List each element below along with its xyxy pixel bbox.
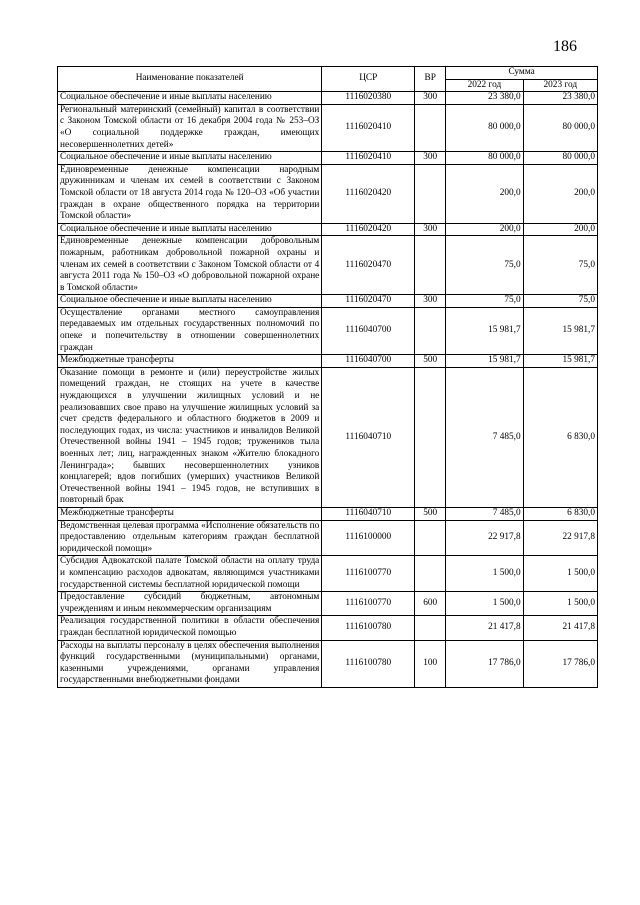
row-sum-2022: 17 786,0 [446,640,523,687]
table-row [58,355,598,368]
row-sum-2023: 15 981,7 [523,355,597,368]
row-csr: 1116020470 [322,295,415,308]
row-name: Межбюджетные трансферты [58,355,322,368]
row-sum-2023: 6 830,0 [523,507,597,520]
row-sum-2023: 15 981,7 [523,307,597,354]
row-sum-2023: 75,0 [523,295,597,308]
table-row [58,556,598,592]
row-name: Межбюджетные трансферты [58,507,322,520]
row-sum-2022: 80 000,0 [446,104,523,151]
header-sum: Сумма [446,67,598,80]
row-vr [415,367,446,507]
row-sum-2023: 200,0 [523,223,597,236]
row-sum-2023: 80 000,0 [523,104,597,151]
row-sum-2022: 21 417,8 [446,616,523,640]
table-row [58,152,598,165]
header-year-2022: 2022 год [446,79,523,92]
table-row [58,104,598,151]
row-csr: 1116020420 [322,164,415,223]
row-name: Единовременные денежные компенсации добровольным пожарным, работникам добровольной пожарной охраны и членам их семей в соответствии с Законом Томской области от 4 августа 2011 года № 150–ОЗ «О добровольной пожарной охране в Томской области» [58,236,322,295]
row-csr: 1116020410 [322,104,415,151]
header-vr: ВР [415,67,446,92]
row-csr: 1116020470 [322,236,415,295]
table-row [58,307,598,354]
table-row [58,164,598,223]
table-row [58,236,598,295]
row-name: Социальное обеспечение и иные выплаты населению [58,223,322,236]
row-sum-2023: 6 830,0 [523,367,597,507]
header-name: Наименование показателей [58,67,322,92]
row-csr: 1116040710 [322,367,415,507]
row-vr [415,556,446,592]
row-name: Социальное обеспечение и иные выплаты населению [58,152,322,165]
table-row [58,507,598,520]
row-name: Единовременные денежные компенсации народным дружинникам и членам их семей в соответствии с Законом Томской области от 18 августа 2014 года № 120–ОЗ «Об участии граждан в охране общественного порядка на территории Томской области» [58,164,322,223]
row-csr: 1116100000 [322,520,415,556]
row-csr: 1116100780 [322,616,415,640]
row-csr: 1116100770 [322,592,415,616]
budget-table [57,66,598,688]
row-name: Региональный материнский (семейный) капитал в соответствии с Законом Томской области от 16 декабря 2004 года № 253–ОЗ «О социальной поддержке граждан, имеющих несовершеннолетних детей» [58,104,322,151]
row-csr: 1116020380 [322,92,415,105]
row-sum-2022: 23 380,0 [446,92,523,105]
row-csr: 1116020410 [322,152,415,165]
row-csr: 1116020420 [322,223,415,236]
row-sum-2023: 21 417,8 [523,616,597,640]
row-vr: 300 [415,152,446,165]
row-sum-2022: 7 485,0 [446,507,523,520]
page-number: 186 [553,38,577,55]
row-csr: 1116100770 [322,556,415,592]
row-sum-2023: 80 000,0 [523,152,597,165]
row-vr: 600 [415,592,446,616]
row-sum-2022: 7 485,0 [446,367,523,507]
row-sum-2022: 15 981,7 [446,307,523,354]
row-sum-2022: 200,0 [446,223,523,236]
row-name: Реализация государственной политики в области обеспечения граждан бесплатной юридической помощью [58,616,322,640]
header-year-2023: 2023 год [523,79,597,92]
table-row [58,223,598,236]
row-vr [415,520,446,556]
header-row [58,67,598,80]
row-name: Социальное обеспечение и иные выплаты населению [58,295,322,308]
row-name: Расходы на выплаты персоналу в целях обеспечения выполнения функций государственными (муниципальными) органами, казенными учреждениями, органами управления государственными внебюджетными фондами [58,640,322,687]
row-sum-2023: 75,0 [523,236,597,295]
row-sum-2023: 17 786,0 [523,640,597,687]
table-row [58,367,598,507]
row-vr [415,164,446,223]
table-row [58,92,598,105]
row-name: Субсидия Адвокатской палате Томской области на оплату труда и компенсацию расходов адвокатам, являющимся участниками государственной системы бесплатной юридической помощи [58,556,322,592]
row-csr: 1116100780 [322,640,415,687]
row-vr: 300 [415,295,446,308]
row-csr: 1116040700 [322,307,415,354]
row-vr: 300 [415,223,446,236]
row-csr: 1116040710 [322,507,415,520]
table-row [58,616,598,640]
row-name: Ведомственная целевая программа «Исполнение обязательств по предоставлению отдельным категориям граждан бесплатной юридической помощи» [58,520,322,556]
row-name: Социальное обеспечение и иные выплаты населению [58,92,322,105]
row-sum-2022: 22 917,8 [446,520,523,556]
row-vr [415,236,446,295]
row-sum-2022: 1 500,0 [446,556,523,592]
table-row [58,520,598,556]
row-sum-2022: 75,0 [446,236,523,295]
row-sum-2023: 1 500,0 [523,556,597,592]
row-sum-2022: 1 500,0 [446,592,523,616]
row-sum-2022: 75,0 [446,295,523,308]
table-row [58,592,598,616]
row-sum-2022: 80 000,0 [446,152,523,165]
row-sum-2022: 15 981,7 [446,355,523,368]
row-vr: 500 [415,507,446,520]
row-name: Осуществление органами местного самоуправления передаваемых им отдельных государственных полномочий по опеке и попечительству в отношении совершеннолетних граждан [58,307,322,354]
row-vr: 500 [415,355,446,368]
row-vr [415,104,446,151]
row-sum-2023: 1 500,0 [523,592,597,616]
row-sum-2023: 200,0 [523,164,597,223]
row-name: Предоставление субсидий бюджетным, автономным учреждениям и иным некоммерческим организациям [58,592,322,616]
row-vr [415,616,446,640]
row-vr: 100 [415,640,446,687]
table-row [58,295,598,308]
table-row [58,640,598,687]
row-vr [415,307,446,354]
row-csr: 1116040700 [322,355,415,368]
row-sum-2022: 200,0 [446,164,523,223]
row-sum-2023: 23 380,0 [523,92,597,105]
row-sum-2023: 22 917,8 [523,520,597,556]
row-vr: 300 [415,92,446,105]
row-name: Оказание помощи в ремонте и (или) переустройстве жилых помещений граждан, не стоящих на учете в качестве нуждающихся в улучшении жилищных условий и не реализовавших свое право на улучшение жилищных условий за счет средств федерального и областного бюджетов в 2009 и последующих годах, из числа: участников и инвалидов Великой Отечественной войны 1941 – 1945 годов; тружеников тыла военных лет; лиц, награжденных знаком «Жителю блокадного Ленинграда»; бывших несовершеннолетних узников концлагерей; вдов погибших (умерших) участников Великой Отечественной войны 1941 – 1945 годов, не вступивших в повторный брак [58,367,322,507]
header-csr: ЦСР [322,67,415,92]
